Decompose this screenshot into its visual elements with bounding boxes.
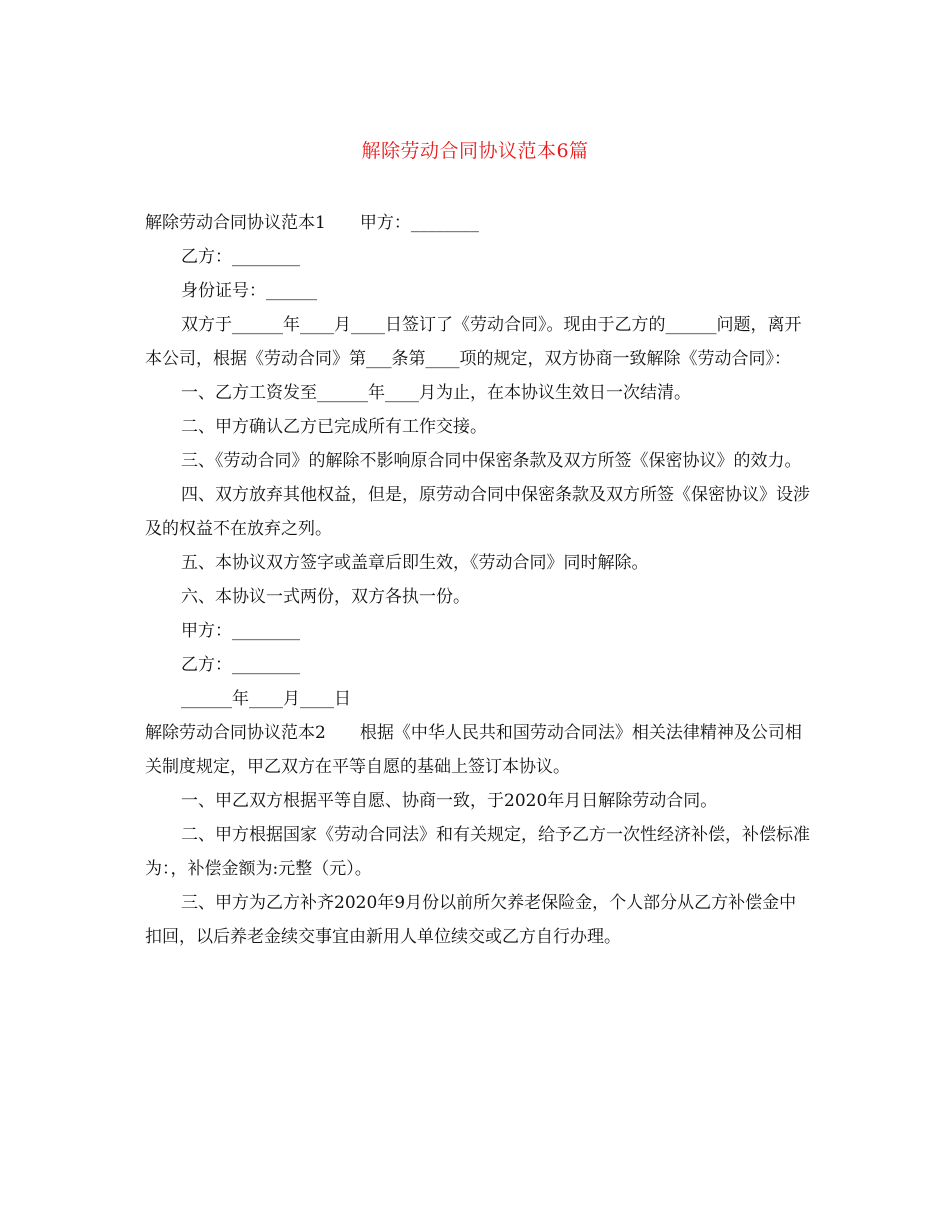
paragraph-preamble: 双方于______年____月____日签订了《劳动合同》。现由于乙方的______问题，离开本公司，根据《劳动合同》第___条第____项的规定，双方协商一致解除《劳动合同》：: [145, 315, 802, 369]
paragraph-sample2-clause-1: 一、甲乙双方根据平等自愿、协商一致，于2020年月日解除劳动合同。: [181, 791, 718, 811]
paragraph-clause-2: 二、甲方确认乙方已完成所有工作交接。: [181, 417, 487, 437]
paragraph-clause-5: 五、本协议双方签字或盖章后即生效，《劳动合同》同时解除。: [181, 553, 649, 573]
paragraph-clause-1: 一、乙方工资发至______年____月为止，在本协议生效日一次结清。: [181, 383, 691, 403]
paragraph-sample2-clause-2: 二、甲方根据国家《劳动合同法》和有关规定，给予乙方一次性经济补偿，补偿标准为：，补偿金额为:元整（元）。: [145, 825, 810, 879]
signature-date: ______年____月____日: [181, 689, 351, 709]
signature-party-a: 甲方：________: [181, 621, 300, 641]
paragraph-sample2-heading: 解除劳动合同协议范本2 根据《中华人民共和国劳动合同法》相关法律精神及公司相关制度规定，甲乙双方在平等自愿的基础上签订本协议。: [145, 723, 802, 777]
document-body: [145, 206, 810, 954]
paragraph-party-b: 乙方：________: [181, 247, 300, 267]
paragraph-clause-6: 六、本协议一式两份，双方各执一份。: [181, 587, 470, 607]
signature-party-b: 乙方：________: [181, 655, 300, 675]
paragraph-sample1-heading: 解除劳动合同协议范本1 甲方：________: [145, 213, 479, 233]
document-title: 解除劳动合同协议范本6篇: [361, 140, 589, 162]
paragraph-clause-3: 三、《劳动合同》的解除不影响原合同中保密条款及双方所签《保密协议》的效力。: [181, 451, 802, 471]
paragraph-sample2-clause-3: 三、甲方为乙方补齐2020年9月份以前所欠养老保险金，个人部分从乙方补偿金中扣回，以后养老金续交事宜由新用人单位续交或乙方自行办理。: [145, 893, 797, 947]
paragraph-clause-4: 四、双方放弃其他权益，但是，原劳动合同中保密条款及双方所签《保密协议》设涉及的权益不在放弃之列。: [145, 485, 810, 539]
paragraph-id-number: 身份证号：______: [181, 281, 317, 301]
